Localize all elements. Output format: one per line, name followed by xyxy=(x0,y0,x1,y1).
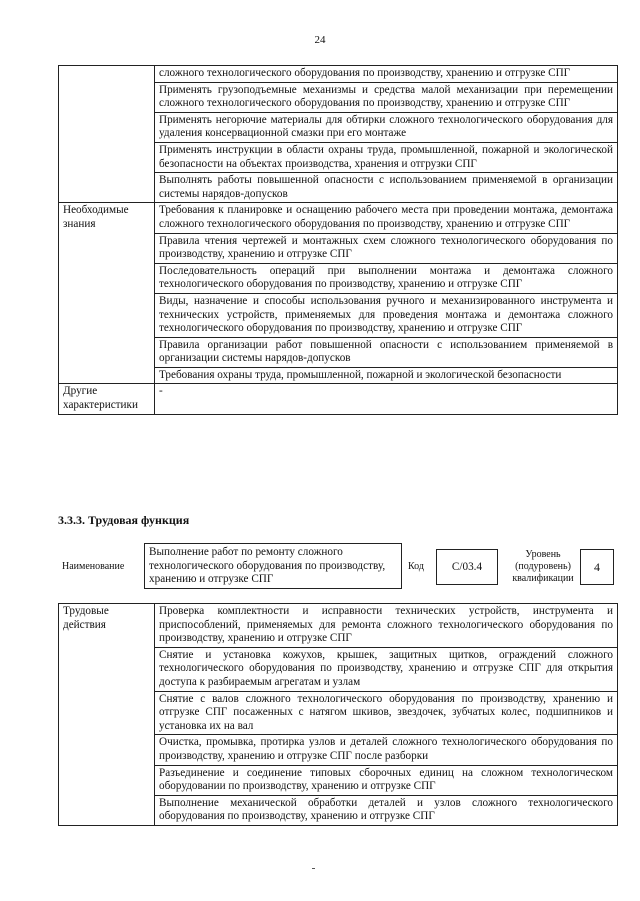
name-label: Наименование xyxy=(62,561,125,572)
function-name-box: Выполнение работ по ремонту сложного технологического оборудования по производству, хранению и отгрузке СПГ xyxy=(144,543,402,589)
list-item: Правила организации работ повышенной опасности с использованием применяемой в организации системы нарядов-допусков xyxy=(155,337,618,367)
list-item: Выполнять работы повышенной опасности с использованием применяемой в организации системы нарядов-допусков xyxy=(155,173,618,203)
table-row xyxy=(59,604,618,648)
list-item: Разъединение и соединение типовых сборочных единиц на сложном технологическом оборудовании по производству, хранению и отгрузке СПГ xyxy=(155,765,618,795)
skills-knowledge-table xyxy=(58,65,618,415)
labor-actions-table xyxy=(58,603,618,826)
table-row xyxy=(59,384,618,414)
list-item: Проверка комплектности и исправности технических устройств, инструмента и приспособлений, применяемых для ремонта сложного технологического оборудования по производству, хранению и отгрузке СПГ xyxy=(155,604,618,648)
list-item: Правила чтения чертежей и монтажных схем сложного технологического оборудования по производству, хранению и отгрузке СПГ xyxy=(155,233,618,263)
list-item: Применять негорючие материалы для обтирки сложного технологического оборудования для удаления консервационной смазки при его монтаже xyxy=(155,112,618,142)
list-item: Снятие с валов сложного технологического оборудования по производству, хранению и отгрузке СПГ посаженных с натягом шкивов, звездочек, зубчатых колес, подшипников и установка их на вал xyxy=(155,691,618,735)
list-item: Применять грузоподъемные механизмы и средства малой механизации при перемещении сложного технологического оборудования по производству, хранению и отгрузке СПГ xyxy=(155,82,618,112)
function-code-box: С/03.4 xyxy=(436,549,498,585)
table-row xyxy=(59,66,618,83)
row-label-knowledge: Необходимые знания xyxy=(59,203,155,384)
list-item: Очистка, промывка, протирка узлов и деталей сложного технологического оборудования по производству, хранению и отгрузке СПГ после разборки xyxy=(155,735,618,765)
list-item: Выполнение механической обработки деталей и узлов сложного технологического оборудования по производству, хранению и отгрузке СПГ xyxy=(155,795,618,825)
list-item: Применять инструкции в области охраны труда, промышленной, пожарной и экологической безопасности на объектах производства, хранения и отгрузки СПГ xyxy=(155,142,618,172)
function-level-box: 4 xyxy=(580,549,614,585)
list-item: Требования охраны труда, промышленной, пожарной и экологической безопасности xyxy=(155,367,618,384)
row-label-other: Другие характеристики xyxy=(59,384,155,414)
scan-mark xyxy=(312,868,315,869)
list-item: Требования к планировке и оснащению рабочего места при проведении монтажа, демонтажа сложного технологического оборудования по производству, хранению и отгрузке СПГ xyxy=(155,203,618,233)
row-label-actions: Трудовые действия xyxy=(59,604,155,826)
list-item: сложного технологического оборудования по производству, хранению и отгрузке СПГ xyxy=(155,66,618,83)
code-label: Код xyxy=(408,561,424,572)
function-header xyxy=(58,543,618,591)
list-item: - xyxy=(155,384,618,414)
section-title: 3.3.3. Трудовая функция xyxy=(58,513,190,527)
page-number: 24 xyxy=(314,34,326,46)
row-label xyxy=(59,66,155,203)
table-row xyxy=(59,203,618,233)
level-label: Уровень (подуровень) квалификации xyxy=(512,549,574,584)
list-item: Снятие и установка кожухов, крышек, защитных щитков, ограждений сложного технологического оборудования по производству, хранению и отгрузке СПГ для открытия доступа к разбираемым агрегатам и узлам xyxy=(155,647,618,691)
list-item: Виды, назначение и способы использования ручного и механизированного инструмента и технических устройств, применяемых для проведения монтажа и демонтажа сложного технологического оборудования по производству, хранению и отгрузке СПГ xyxy=(155,293,618,337)
list-item: Последовательность операций при выполнении монтажа и демонтажа сложного технологического оборудования по производству, хранению и отгрузке СПГ xyxy=(155,263,618,293)
